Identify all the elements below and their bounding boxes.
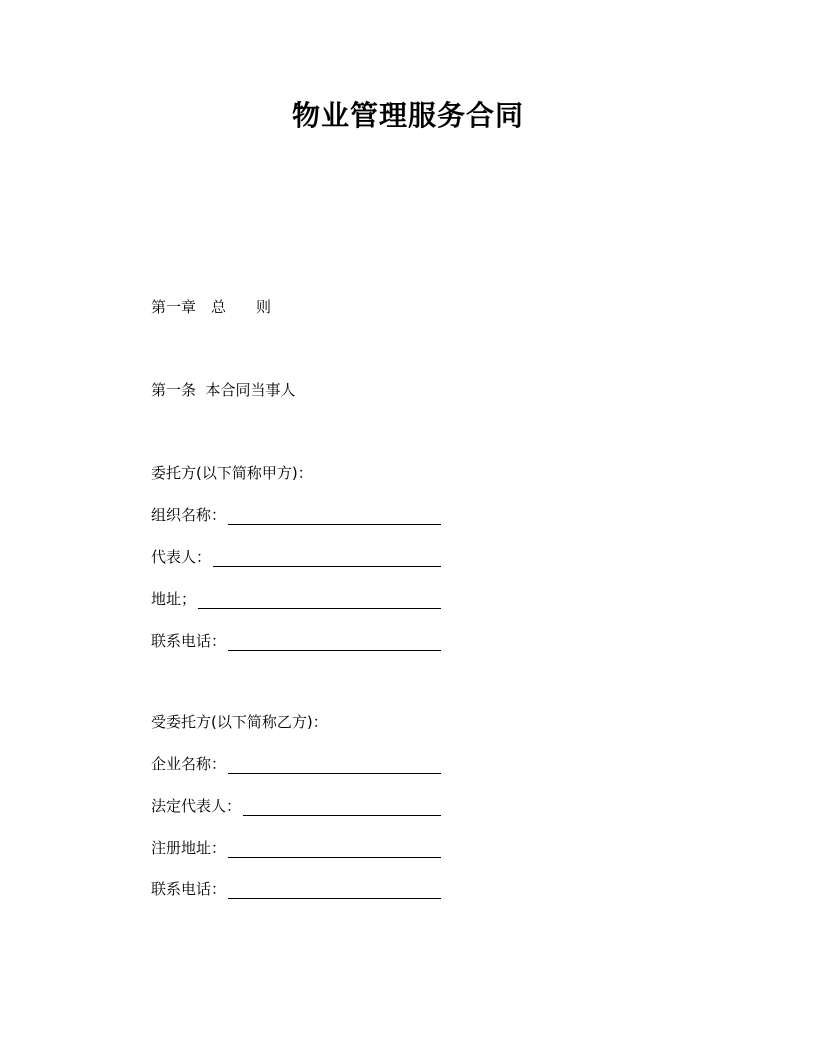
party-a-org-name-label: 组织名称：: [151, 506, 227, 524]
chapter-heading: 第一章 总 则: [151, 298, 272, 316]
party-a-address-blank[interactable]: [198, 590, 441, 609]
party-b-phone-row: [151, 877, 441, 899]
party-a-phone-blank[interactable]: [228, 632, 441, 651]
party-b-phone-blank[interactable]: [228, 880, 441, 899]
party-a-phone-label: 联系电话：: [151, 632, 227, 650]
article-heading: 第一条 本合同当事人: [151, 381, 296, 399]
party-a-address-row: [151, 587, 441, 609]
party-a-representative-row: [151, 545, 441, 567]
document-title: 物业管理服务合同: [291, 99, 524, 132]
party-b-company-name-label: 企业名称：: [151, 755, 227, 773]
party-b-phone-label: 联系电话：: [151, 880, 227, 898]
party-a-org-name-row: [151, 503, 441, 525]
party-a-representative-label: 代表人：: [151, 548, 212, 566]
party-a-address-label: 地址；: [151, 590, 197, 608]
party-b-company-name-blank[interactable]: [228, 755, 441, 774]
party-b-registered-address-blank[interactable]: [228, 839, 441, 858]
party-b-registered-address-label: 注册地址：: [151, 839, 227, 857]
party-a-heading: 委托方(以下简称甲方)：: [151, 464, 313, 482]
party-b-legal-rep-row: [151, 794, 441, 816]
party-b-registered-address-row: [151, 836, 441, 858]
party-b-legal-rep-blank[interactable]: [243, 797, 441, 816]
party-b-heading: 受委托方(以下简称乙方)：: [151, 713, 328, 731]
party-a-representative-blank[interactable]: [213, 548, 441, 567]
party-a-org-name-blank[interactable]: [228, 506, 441, 525]
party-a-phone-row: [151, 629, 441, 651]
party-b-legal-rep-label: 法定代表人：: [151, 797, 242, 815]
party-b-company-name-row: [151, 752, 441, 774]
